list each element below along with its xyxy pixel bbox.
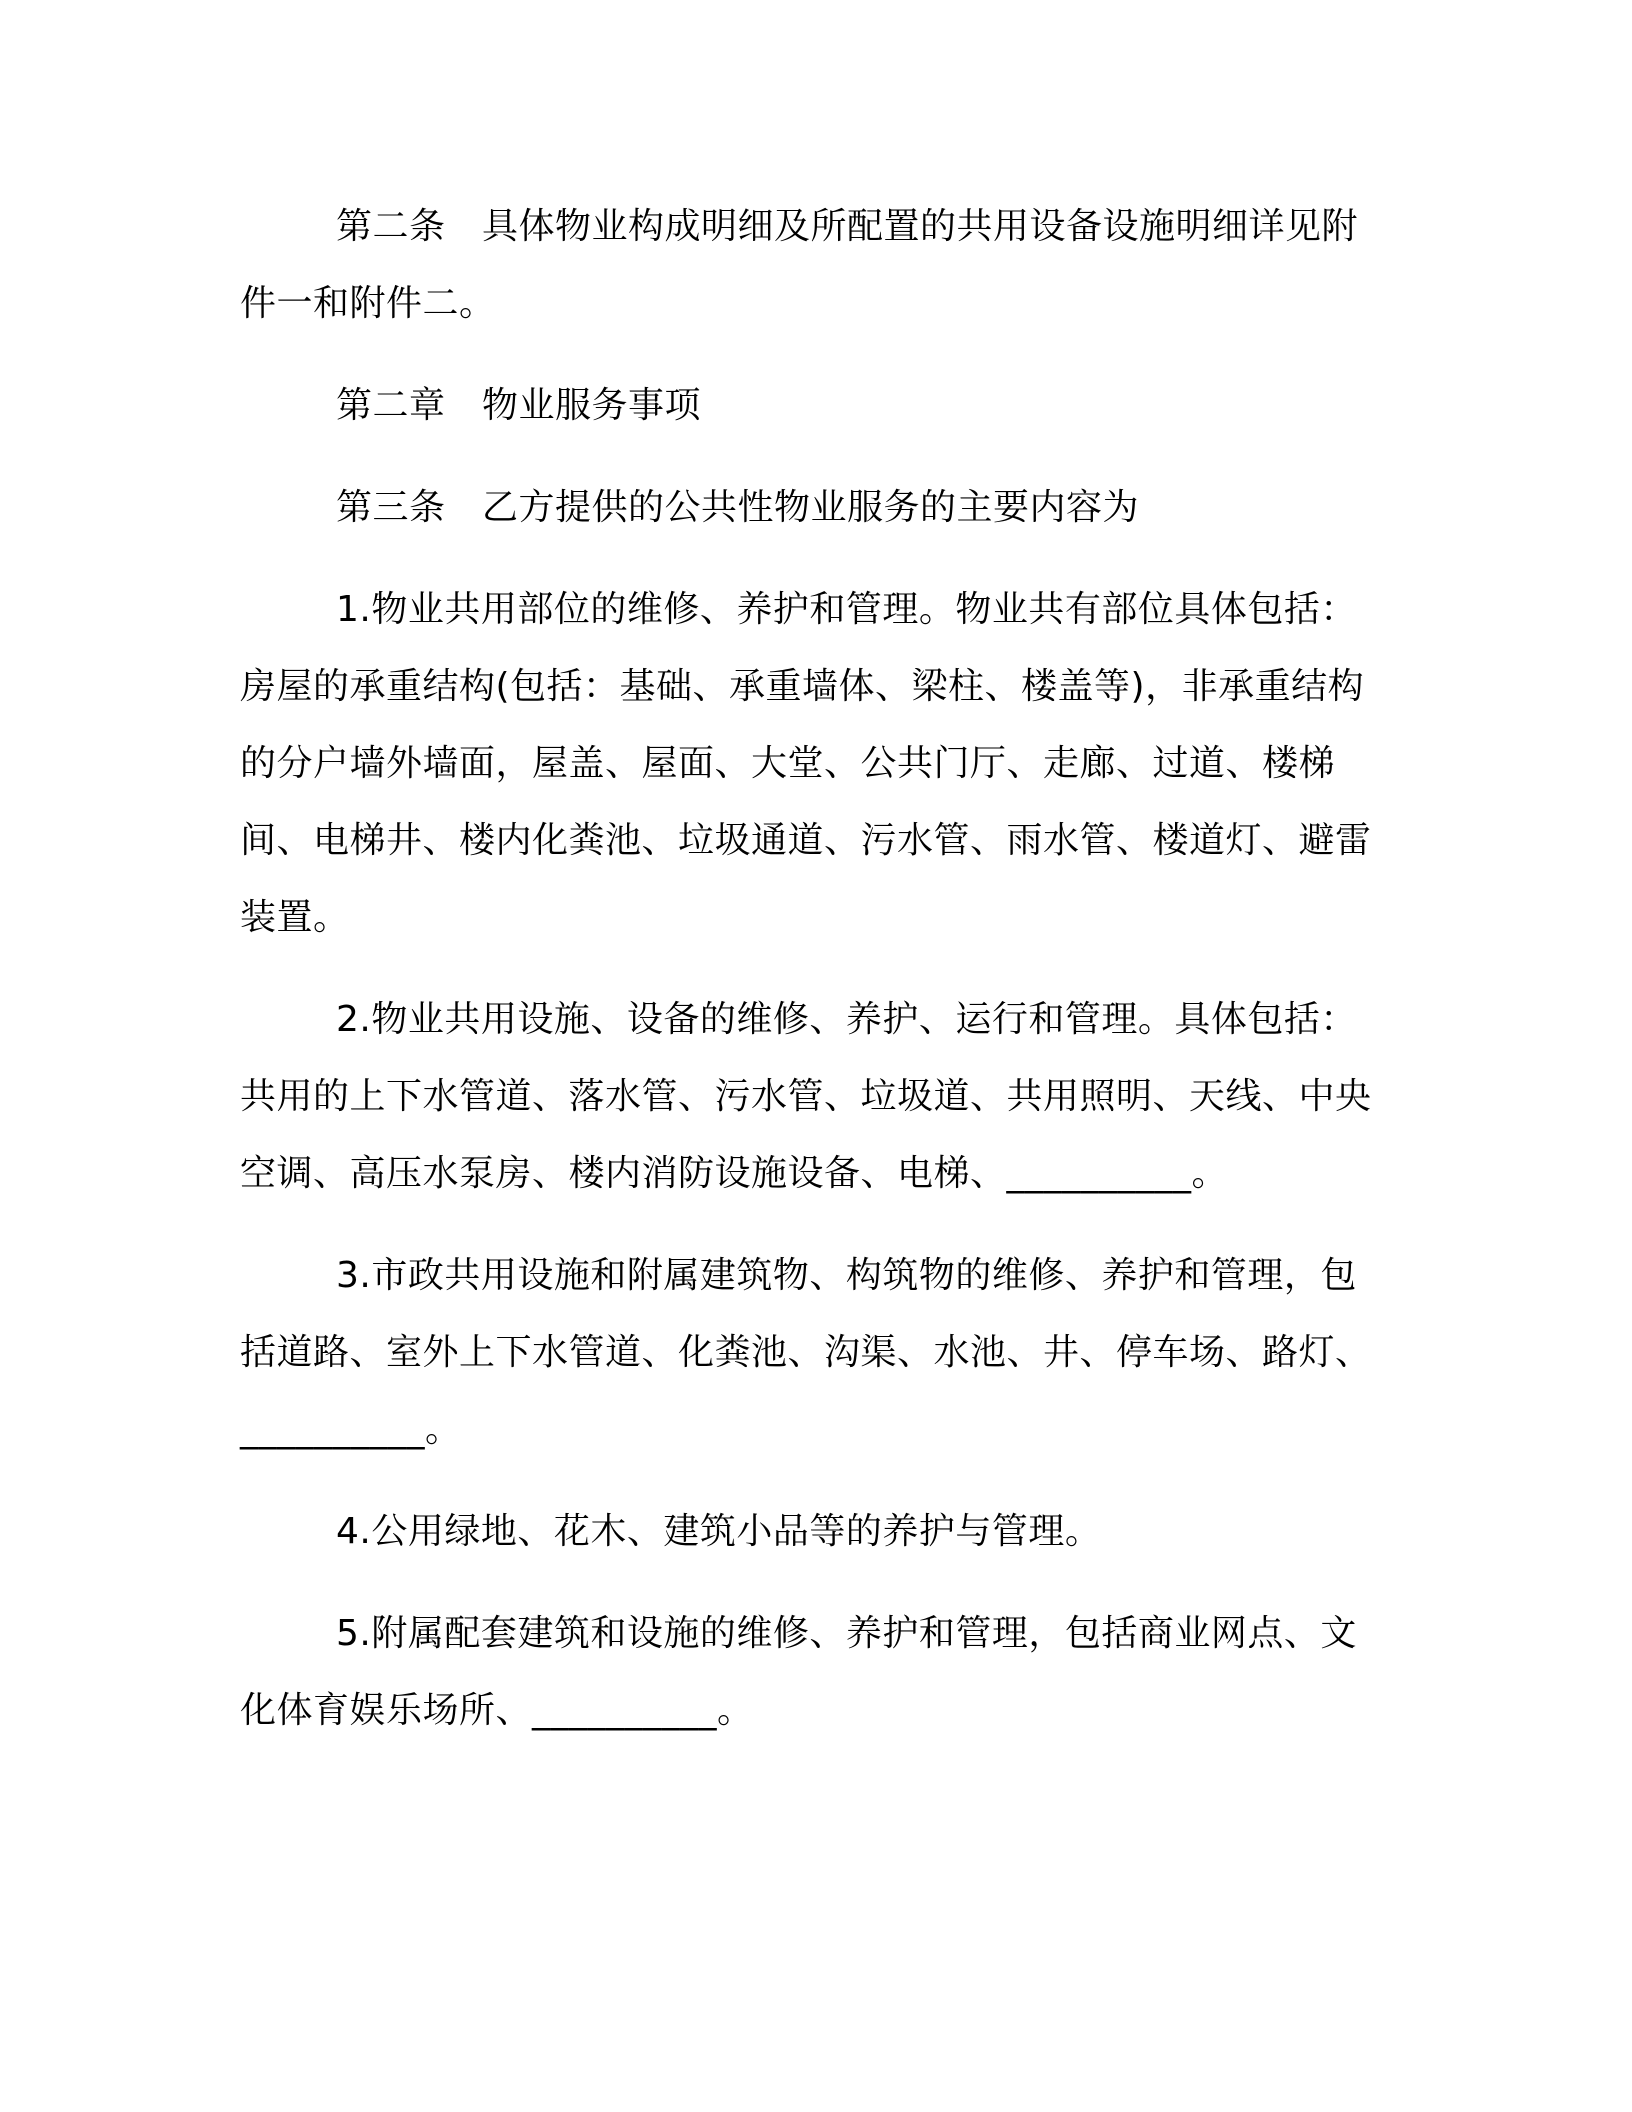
item-3-line-3: __________。 xyxy=(240,1409,462,1450)
article-2-line-2: 件一和附件二。 xyxy=(240,283,496,324)
item-3-line-2: 括道路、室外上下水管道、化粪池、沟渠、水池、井、停车场、路灯、 xyxy=(240,1332,1372,1373)
item-2-line-1: 2.物业共用设施、设备的维修、养护、运行和管理。具体包括： xyxy=(336,999,1357,1040)
document-page xyxy=(240,188,1380,1774)
item-1-line-2: 房屋的承重结构(包括：基础、承重墙体、梁柱、楼盖等)，非承重结构 xyxy=(240,666,1365,707)
item-1-paragraph xyxy=(240,571,1380,956)
item-2-line-3: 央空调、高压水泵房、楼内消防设施设备、电梯、__________。 xyxy=(240,1076,1372,1194)
article-2-line-1: 第二条 具体物业构成明细及所配置的共用设备设施明细详见附 xyxy=(336,206,1359,247)
item-1-line-5: 雷装置。 xyxy=(240,820,1372,938)
item-2-paragraph xyxy=(240,981,1380,1212)
item-3-paragraph xyxy=(240,1237,1380,1468)
article-2-paragraph xyxy=(240,188,1380,342)
chapter-2-line-1: 第二章 物业服务事项 xyxy=(336,385,702,426)
item-2-line-2: 共用的上下水管道、落水管、污水管、垃圾道、共用照明、天线、中 xyxy=(240,1076,1336,1117)
item-1-line-1: 1.物业共用部位的维修、养护和管理。物业共有部位具体包括： xyxy=(336,589,1357,630)
item-5-line-1: 5.附属配套建筑和设施的维修、养护和管理，包括商业网点、文 xyxy=(336,1613,1357,1654)
item-4-line-1: 4.公用绿地、花木、建筑小品等的养护与管理。 xyxy=(336,1511,1102,1552)
item-4-paragraph xyxy=(240,1493,1380,1570)
chapter-2-heading xyxy=(240,367,1380,444)
item-3-line-1: 3.市政共用设施和附属建筑物、构筑物的维修、养护和管理，包 xyxy=(336,1255,1357,1296)
item-5-paragraph xyxy=(240,1595,1380,1749)
item-5-line-2: 化体育娱乐场所、__________。 xyxy=(240,1690,754,1731)
item-1-line-3: 的分户墙外墙面，屋盖、屋面、大堂、公共门厅、走廊、过道、楼梯 xyxy=(240,743,1336,784)
article-3-line-1: 第三条 乙方提供的公共性物业服务的主要内容为 xyxy=(336,487,1140,528)
article-3-paragraph xyxy=(240,469,1380,546)
item-1-line-4: 间、电梯井、楼内化粪池、垃圾通道、污水管、雨水管、楼道灯、避 xyxy=(240,820,1336,861)
